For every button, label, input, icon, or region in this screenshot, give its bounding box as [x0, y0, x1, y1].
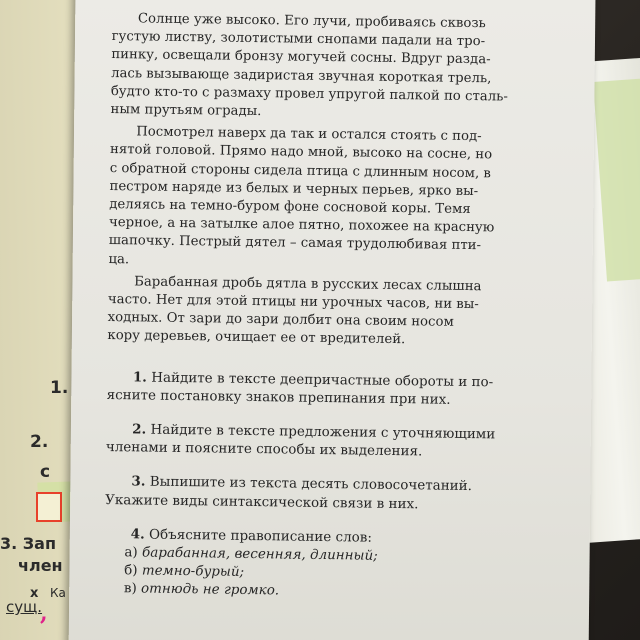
task-item-label: б)	[124, 563, 138, 579]
task-item-label: в)	[123, 581, 137, 597]
text-line: черное, а на затылке алое пятно, похожее на красную	[108, 215, 495, 236]
left-page-number-2: 2.	[30, 432, 49, 452]
task-number: 4.	[130, 526, 145, 543]
text-line: ходных. От зари до зари долбит она своим носом	[107, 310, 454, 331]
task-item-text: барабанная, весенняя, длинный;	[141, 545, 378, 564]
text-line: Солнце уже высоко. Его лучи, пробиваясь сквозь	[137, 11, 486, 32]
text-line: Барабанная дробь дятла в русских лесах слышна	[134, 274, 482, 295]
text-line: пинку, освещали бронзу могучей сосны. Вдруг разда-	[111, 47, 491, 68]
paragraph-1	[110, 10, 537, 125]
task-item-text: темно-бурый;	[141, 563, 245, 581]
left-page-fragment-x: x	[30, 586, 39, 601]
text-line: лась вызывающе задиристая звучная короткая трель,	[111, 65, 492, 86]
left-page-task-3: 3. Зап	[0, 534, 56, 553]
task-line: членами и поясните способы их выделения.	[105, 440, 423, 460]
task-text: Выпишите из текста десять словосочетаний.	[149, 475, 473, 495]
paragraph-3	[107, 273, 534, 352]
left-page-fragment-s: с	[40, 462, 51, 482]
left-page-fragment-ka: Ка	[50, 586, 66, 600]
text-line: Посмотрел наверх да так и остался стоять с под-	[136, 124, 482, 145]
task-text: Найдите в тексте деепричастные обороты и по-	[151, 370, 494, 391]
text-line: ным прутьям ограды.	[110, 102, 262, 120]
left-page-number-1: 1.	[50, 378, 69, 398]
left-page-fragment-sushch: сущ.	[6, 598, 43, 616]
text-line: шапочку. Пестрый дятел – самая трудолюбивая пти-	[108, 233, 482, 254]
text-line: густую листву, золотистыми снопами падали на тро-	[111, 29, 486, 50]
task-item-text: отнюдь не громко.	[140, 581, 280, 599]
left-page-fragment-chlen: член	[18, 556, 63, 575]
task-item-label: а)	[124, 545, 138, 561]
task-1	[106, 368, 532, 411]
task-text: Найдите в тексте предложения с уточняющими	[150, 422, 496, 443]
text-line: часто. Нет для этой птицы ни урочных часов, ни вы-	[107, 292, 479, 313]
text-line: деляясь на темно-буром фоне сосновой коры. Темя	[109, 197, 471, 218]
task-text: Объясните правописание слов:	[148, 527, 373, 546]
text-line: ца.	[108, 251, 130, 267]
text-line: пестром наряде из белых и черных перьев, ярко вы-	[109, 178, 479, 199]
task-line: Укажите виды синтаксической связи в них.	[105, 492, 419, 512]
sheet-text	[104, 10, 538, 605]
task-4	[104, 525, 531, 605]
text-line: кору деревьев, очищает ее от вредителей.	[107, 328, 406, 348]
pink-marker-comma: ,	[40, 600, 48, 626]
red-answer-box	[36, 492, 62, 522]
paragraph-2	[108, 123, 536, 275]
task-line: ясните постановку знаков препинания при них.	[106, 387, 451, 408]
task-number: 1.	[132, 368, 148, 386]
task-number: 3.	[131, 473, 146, 490]
text-line: будто кто-то с размаху провел упругой палкой по сталь-	[110, 83, 509, 105]
text-line: нятой головой. Прямо надо мной, высоко на сосне, но	[109, 142, 493, 163]
text-line: с обратной стороны сидела птица с длинным носом, в	[109, 160, 492, 181]
task-3	[105, 472, 531, 515]
task-number: 2.	[132, 421, 147, 438]
task-2	[106, 420, 532, 463]
